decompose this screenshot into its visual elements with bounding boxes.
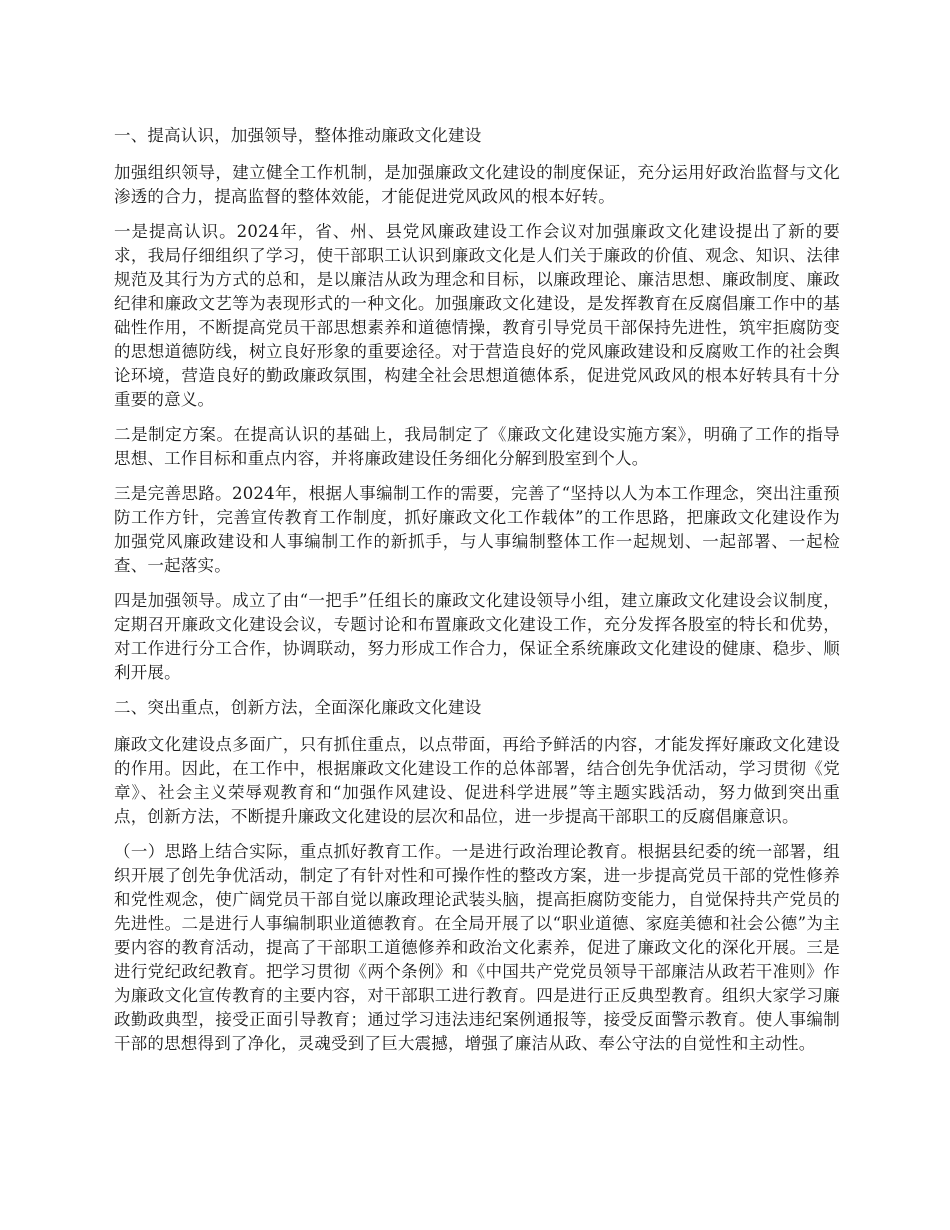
paragraph: 廉政文化建设点多面广，只有抓住重点，以点带面，再给予鲜活的内容，才能发挥好廉政文化建设的作用。因此，在工作中，根据廉政文化建设工作的总体部署，结合创先争优活动，学习贯彻《党章》、社会主义荣辱观教育和“加强作风建设、促进科学进展”等主题实践活动，努力做到突出重点，创新方法，不断提升廉政文化建设的层次和品位，进一步提高干部职工的反腐倡廉意识。 (114, 735, 840, 826)
section-heading: 二、突出重点，创新方法，全面深化廉政文化建设 (114, 698, 482, 717)
paragraph: （一）思路上结合实际，重点抓好教育工作。一是进行政治理论教育。根据县纪委的统一部署，组织开展了创先争优活动，制定了有针对性和可操作性的整改方案，进一步提高党员干部的党性修养和党性观念，使广阔党员干部自觉以廉政理论武装头脑，提高拒腐防变能力，自觉保持共产党员的先进性。二是进行人事编制职业道德教育。在全局开展了以“职业道德、家庭美德和社会公德”为主要内容的教育活动，提高了干部职工道德修养和政治文化素养，促进了廉政文化的深化开展。三是进行党纪政纪教育。把学习贯彻《两个条例》和《中国共产党党员领导干部廉洁从政若干准则》作为廉政文化宣传教育的主要内容，对干部职工进行教育。四是进行正反典型教育。组织大家学习廉政勤政典型，接受正面引导教育；通过学习违法违纪案例通报等，接受反面警示教育。使人事编制干部的思想得到了净化，灵魂受到了巨大震撼，增强了廉洁从政、奉公守法的自觉性和主动性。 (114, 842, 840, 1053)
paragraph: 加强组织领导，建立健全工作机制，是加强廉政文化建设的制度保证，充分运用好政治监督与文化渗透的合力，提高监督的整体效能，才能促进党风政风的根本好转。 (114, 163, 840, 206)
section-heading: 一、提高认识，加强领导，整体推动廉政文化建设 (114, 126, 482, 145)
paragraph: 四是加强领导。成立了由“一把手”任组长的廉政文化建设领导小组，建立廉政文化建设会议制度，定期召开廉政文化建设会议，专题讨论和布置廉政文化建设工作，充分发挥各股室的特长和优势，对工作进行分工合作，协调联动，努力形成工作合力，保证全系统廉政文化建设的健康、稳步、顺利开展。 (114, 591, 840, 682)
paragraph: 三是完善思路。2024年，根据人事编制工作的需要，完善了“坚持以人为本工作理念，突出注重预防工作方针，完善宣传教育工作制度，抓好廉政文化工作载体”的工作思路，把廉政文化建设作为加强党风廉政建设和人事编制工作的新抓手，与人事编制整体工作一起规划、一起部署、一起检查、一起落实。 (114, 484, 840, 575)
paragraph: 二是制定方案。在提高认识的基础上，我局制定了《廉政文化建设实施方案》，明确了工作的指导思想、工作目标和重点内容，并将廉政建设任务细化分解到股室到个人。 (114, 425, 840, 468)
document-body (114, 124, 840, 1067)
paragraph: 一是提高认识。2024年，省、州、县党风廉政建设工作会议对加强廉政文化建设提出了新的要求，我局仔细组织了学习，使干部职工认识到廉政文化是人们关于廉政的价值、观念、知识、法律规范及其行为方式的总和，是以廉洁从政为理念和目标，以廉政理论、廉洁思想、廉政制度、廉政纪律和廉政文艺等为表现形式的一种文化。加强廉政文化建设，是发挥教育在反腐倡廉工作中的基础性作用，不断提高党员干部思想素养和道德情操，教育引导党员干部保持先进性，筑牢拒腐防变的思想道德防线，树立良好形象的重要途径。对于营造良好的党风廉政建设和反腐败工作的社会舆论环境，营造良好的勤政廉政氛围，构建全社会思想道德体系，促进党风政风的根本好转具有十分重要的意义。 (114, 222, 840, 409)
